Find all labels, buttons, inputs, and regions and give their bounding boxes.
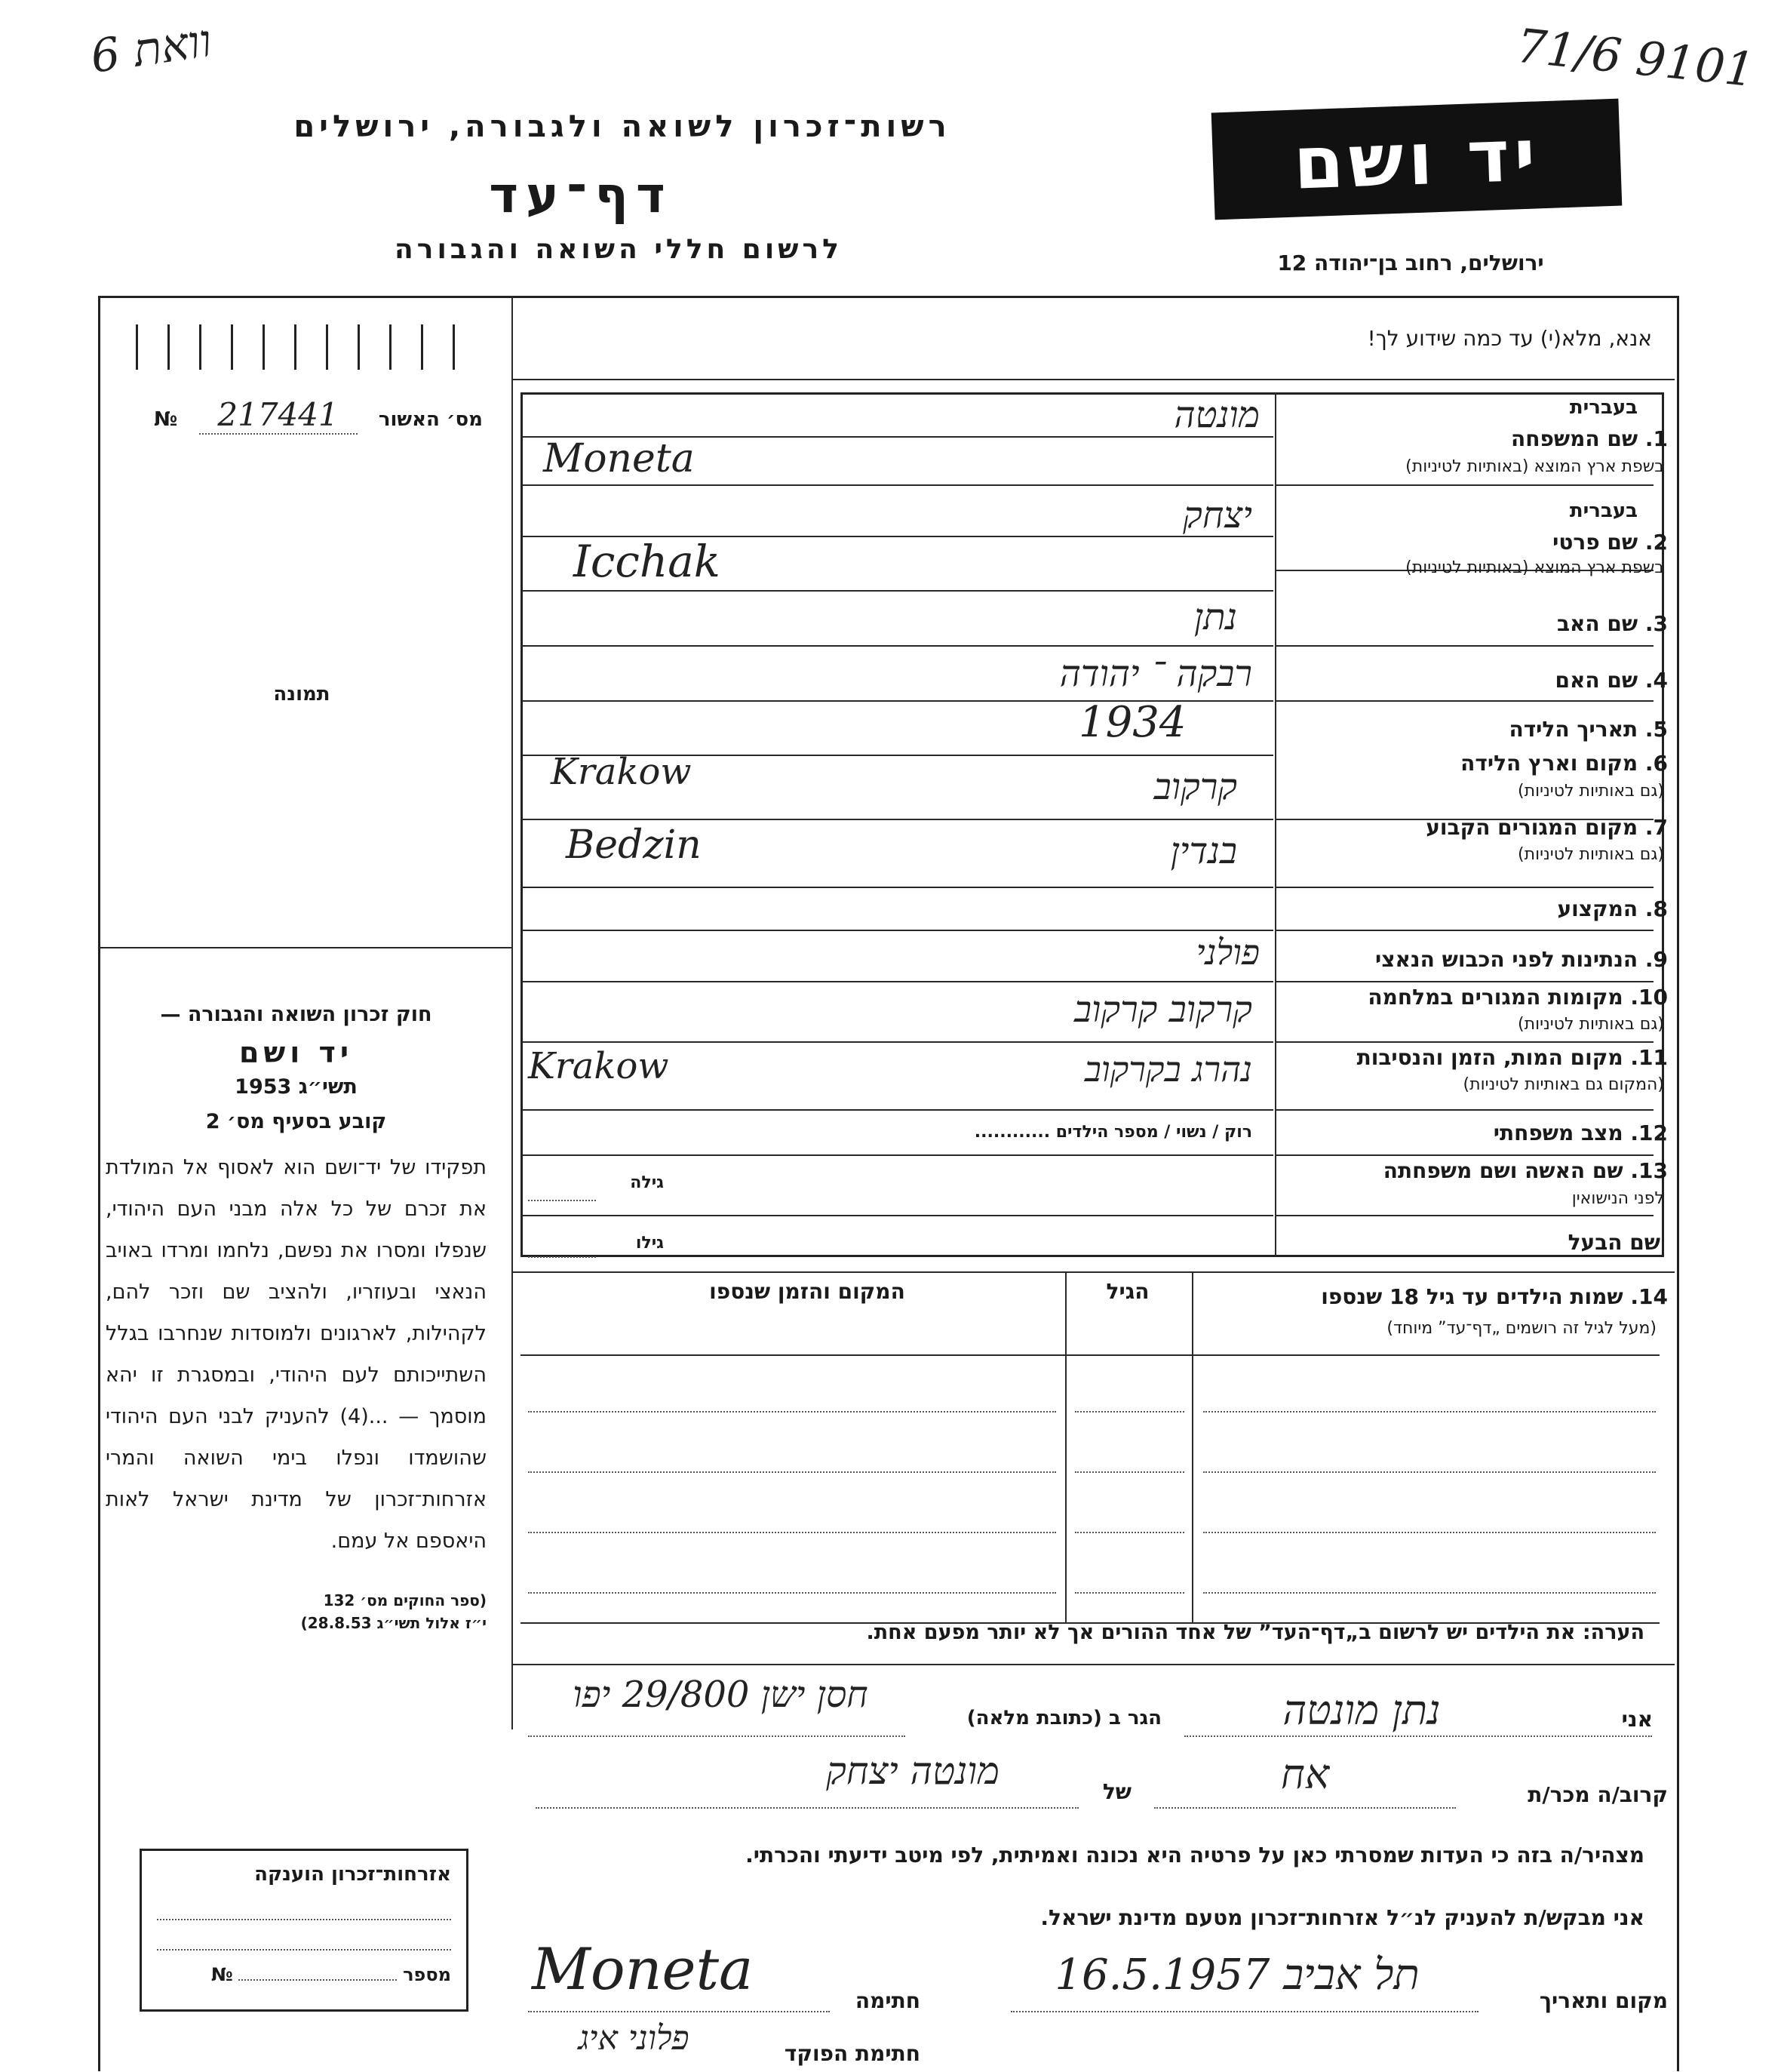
officer-label: חתימת הפוקד [784, 2041, 920, 2066]
law-year: תשי״ג 1953 [235, 1075, 358, 1099]
of-name: מונטה יצחק [826, 1749, 1000, 1793]
husband-label: שם הבעל [1568, 1230, 1660, 1255]
page-subtitle: לרשום חללי השואה והגבורה [395, 234, 843, 265]
approval-suffix: № [154, 408, 178, 431]
law-text [106, 998, 487, 1634]
left-column-divider [511, 296, 513, 1729]
of-label: של [1102, 1779, 1132, 1804]
field-6-label [1460, 751, 1668, 776]
place-date: תל אביב 16.5.1957 [1055, 1951, 1420, 2000]
children-num: 14. [1630, 1284, 1668, 1309]
field-4-label [1555, 668, 1668, 693]
field-5-label [1509, 717, 1668, 742]
field-2-sub: בשפת ארץ המוצא (באותיות לטיניות) [1405, 558, 1664, 577]
law-name: יד ושם [238, 1036, 354, 1069]
field-7-label [1426, 815, 1668, 840]
corner-note-right: 71/6 9101 [1514, 17, 1758, 98]
place-date-label: מקום ותאריך [1539, 1988, 1668, 2013]
field-11-num: 11. [1630, 1045, 1668, 1070]
law-title: חוק זכרון השואה והגבורה — [160, 1003, 432, 1026]
law-clause: קובע בסעיף מס׳ 2 [205, 1110, 387, 1133]
field-4-label-text: שם האם [1555, 668, 1638, 693]
field-12-num: 12. [1630, 1121, 1668, 1145]
field-10-sub: (גם באותיות לטיניות) [1518, 1015, 1664, 1034]
field-11-value-he: נהרג בקרקוב [1084, 1049, 1252, 1090]
citizenship-number-suffix: № [210, 1964, 233, 1985]
field-1-sub: בשפת ארץ המוצא (באותיות לטיניות) [1405, 457, 1664, 476]
children-label-text: שמות הילדים עד גיל 18 שנספו [1321, 1284, 1623, 1309]
field-2-value-he: יצחק [1183, 494, 1252, 536]
field-13-label [1383, 1158, 1668, 1183]
request: אני מבקש/ת להעניק לנ״ל אזרחות־זכרון מטעם מדינת ישראל. [1040, 1905, 1644, 1930]
field-12-label [1494, 1121, 1668, 1145]
field-11-label [1357, 1045, 1668, 1070]
officer-signature: פלוני איג [578, 2019, 689, 2058]
declarant-address-label: הגר ב (כתובת מלאה) [966, 1707, 1162, 1729]
logo-text: יד ושם [1291, 112, 1542, 206]
declarant-name: נתן מונטה [1282, 1686, 1441, 1734]
declarant-address: חסן ישן 29/800 יפו [573, 1674, 868, 1716]
relation-value: אח [1280, 1751, 1330, 1798]
citizenship-number-label: מספר [403, 1964, 451, 1985]
field-4-num: 4. [1644, 668, 1668, 693]
field-8-label [1557, 896, 1668, 921]
law-ref-2: י״ז אלול תשי״ג 28.8.53) [300, 1614, 487, 1632]
field-13-age: גילה [630, 1173, 664, 1192]
field-12-options: רוק / נשוי / מספר הילדים ............ [974, 1123, 1252, 1142]
tick-marks [136, 324, 483, 370]
field-3-num: 3. [1644, 611, 1668, 636]
field-7-label-text: מקום המגורים הקבוע [1426, 815, 1638, 840]
logo [1211, 99, 1623, 220]
field-10-label-text: מקומות המגורים במלחמה [1368, 985, 1623, 1010]
field-9-num: 9. [1644, 947, 1668, 972]
children-col-place: המקום והזמן שנספו [709, 1279, 905, 1304]
field-8-label-text: המקצוע [1557, 896, 1638, 921]
field-3-label [1557, 611, 1668, 636]
field-9-label-text: הנתינות לפני הכבוש הנאצי [1375, 947, 1638, 972]
declarant-i-label: אני [1621, 1707, 1653, 1732]
field-7-num: 7. [1644, 815, 1668, 840]
field-1-hebrew-tag: בעברית [1569, 396, 1638, 419]
address: ירושלים, רחוב בן־יהודה 12 [1277, 251, 1544, 275]
field-6-value-he: קרקוב [1153, 766, 1237, 808]
label-divider [1275, 392, 1276, 1257]
field-4-value: רבקה ־ יהודה [1059, 653, 1252, 695]
field-10-value: קרקוב קרקוב [1074, 988, 1252, 1031]
field-12-label-text: מצב משפחתי [1493, 1121, 1623, 1145]
field-5-num: 5. [1644, 717, 1668, 742]
law-body: תפקידו של יד־ושם הוא לאסוף אל המולדת את זכרם של כל אלה מבני העם היהודי, שנפלו ומסרו את נפשם, נלחמו ומרדו באויב הנאצי ובעוזריו, ולהציב שם וזכר להם, לקהילות, לארגונים ולמוסדות שנחרבו בגלל השתייכותם לעם היהודי, ובמסגרת זו יהא מוסמך — ...(4) להעניק לבני העם היהודי שהושמדו ונפלו בימי השואה והמרי אזרחות־זכרון של מדינת ישראל לאות היאספם אל עמם. [106, 1156, 487, 1553]
citizenship-box [140, 1849, 468, 2012]
field-10-label [1368, 985, 1668, 1010]
field-11-label-text: מקום המות, הזמן והנסיבות [1356, 1045, 1623, 1070]
field-6-value-latin: Krakow [551, 751, 692, 793]
field-3-label-text: שם האב [1556, 611, 1638, 636]
field-1-value-latin: Moneta [543, 436, 695, 481]
note: הערה: את הילדים יש לרשום ב„דף־העד” של אחד ההורים אך לא יותר מפעם אחת. [866, 1621, 1644, 1644]
field-13-label-text: שם האשה ושם משפחתה [1383, 1158, 1623, 1183]
field-11-value-latin: Krakow [528, 1045, 669, 1087]
field-2-value-latin: Icchak [573, 536, 720, 587]
field-2-hebrew-tag: בעברית [1569, 500, 1638, 522]
citizenship-number [157, 1964, 451, 1985]
husband-age: גילו [635, 1234, 664, 1253]
field-6-label-text: מקום וארץ הלידה [1460, 751, 1638, 776]
page-title: דף־עד [489, 166, 673, 224]
field-3-value: נתן [1193, 596, 1237, 638]
field-7-value-he: בנדין [1170, 830, 1237, 872]
field-5-value: 1934 [1079, 698, 1187, 747]
field-9-value: פולני [1196, 932, 1260, 973]
field-13-sub: לפני הנישואין [1571, 1189, 1664, 1208]
children-col-age: הגיל [1106, 1279, 1150, 1304]
corner-note-left: 6 וואת [87, 14, 215, 84]
field-2-label [1552, 530, 1668, 555]
field-13-num: 13. [1630, 1158, 1668, 1183]
signature-label: חתימה [855, 1988, 920, 2013]
field-1-label-text: שם המשפחה [1511, 426, 1638, 451]
approval-value: 217441 [199, 396, 358, 435]
field-2-label-text: שם פרטי [1552, 530, 1638, 555]
approval-label: מס׳ האשור [378, 408, 483, 431]
field-11-sub: (המקום גם באותיות לטיניות) [1463, 1075, 1664, 1094]
field-10-num: 10. [1630, 985, 1668, 1010]
approval-number [128, 396, 483, 435]
photo-label: תמונה [273, 683, 330, 706]
field-7-sub: (גם באותיות לטיניות) [1518, 845, 1664, 864]
signature: Moneta [532, 1935, 754, 2003]
relation-label: קרוב/ה מכר/ת [1528, 1782, 1668, 1807]
children-sub: (מעל לגיל זה רושמים „דף־עד” מיוחד) [1386, 1319, 1657, 1338]
field-8-num: 8. [1644, 896, 1668, 921]
field-6-sub: (גם באותיות לטיניות) [1518, 782, 1664, 801]
field-6-num: 6. [1644, 751, 1668, 776]
law-ref-1: (ספר החוקים מס׳ 132 [323, 1591, 487, 1609]
field-5-label-text: תאריך הלידה [1509, 717, 1638, 742]
authority-title: רשות־זכרון לשואה ולגבורה, ירושלים [293, 109, 951, 144]
field-2-num: 2. [1644, 530, 1668, 555]
declaration: מצהיר/ה בזה כי העדות שמסרתי כאן על פרטיה היא נכונה ואמיתית, לפי מיטב ידיעתי והכרתי. [745, 1843, 1644, 1868]
citizenship-title: אזרחות־זכרון הוענקה [254, 1863, 451, 1886]
field-1-num: 1. [1644, 426, 1668, 451]
children-label [1321, 1284, 1668, 1309]
instruction: אנא, מלא(י) עד כמה שידוע לך! [1367, 326, 1652, 351]
field-1-value-he: מונטה [1174, 394, 1260, 436]
field-1-label [1511, 426, 1668, 451]
field-7-value-latin: Bedzin [566, 822, 702, 868]
field-9-label [1375, 947, 1668, 972]
